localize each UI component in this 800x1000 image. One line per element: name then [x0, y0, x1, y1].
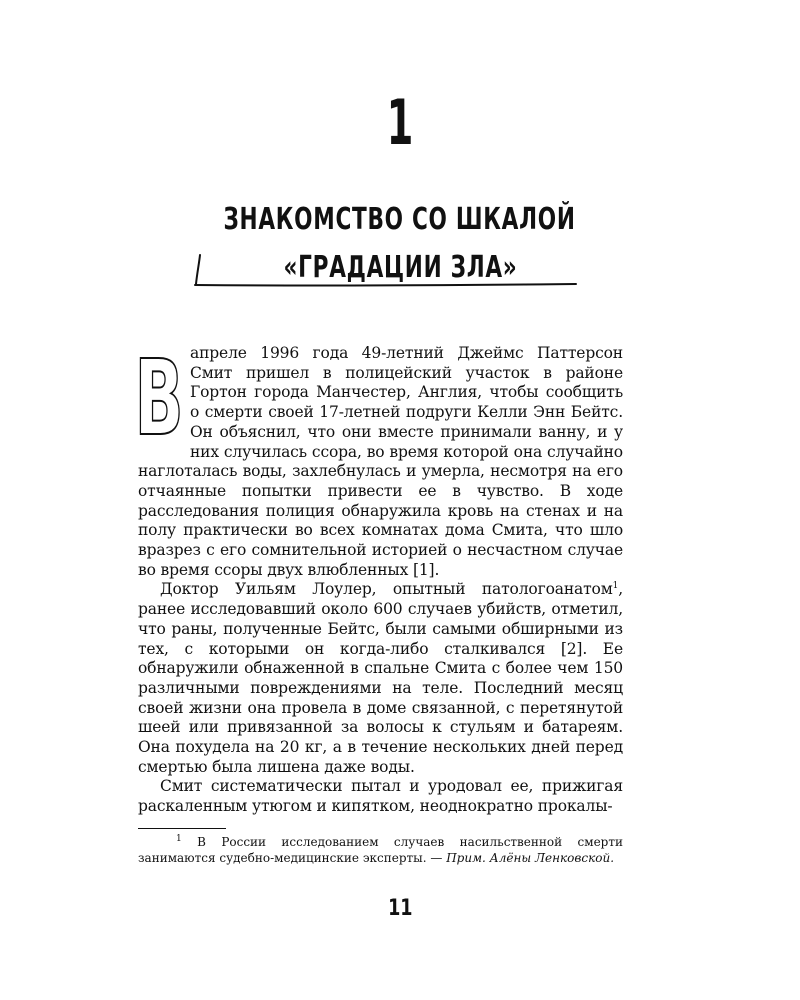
- footnote-reference: 1: [612, 581, 619, 592]
- footnote-mark: 1: [176, 834, 182, 844]
- footnote-text: В России исследованием случаев насильственной смерти занимаются судебно-медицинские эксперты. —: [138, 835, 623, 865]
- chapter-title-line-1: ЗНАКОМСТВО СО ШКАЛОЙ: [223, 202, 577, 237]
- chapter-body: [134, 344, 623, 817]
- paragraph-2-text-b: , ранее исследовавший около 600 случаев убийств, отметил, что раны, полученные Бейтс, были самыми обширными из тех, с которыми он когда-либо сталкивался [2]. Ее обнаружили обнаженной в спальне Смита с более чем 150 различными повреждениями на теле. Последний месяц своей жизни она провела в доме связанной, с перетянутой шеей или привязанной за волосы к стульям и батареям. Она похудела на 20 кг, а в течение нескольких дней перед смертью была лишена даже воды.: [138, 580, 623, 776]
- chapter-number: 1: [386, 86, 414, 159]
- paragraph-1: апреле 1996 года 49-летний Джеймс Паттерсон Смит пришел в полицейский участок в районе Гортон города Манчестер, Англия, чтобы сообщить о смерти своей 17-летней подруги Келли Энн Бейтс. Он объяснил, что они вместе принимали ванну, и у них случилась ссора, во время которой она случайно наглоталась воды, захлебнулась и умерла, несмотря на его отчаянные попытки привести ее в чувство. В ходе расследования полиция обнаружила кровь на стенах и на полу практически во всех комнатах дома Смита, что шло вразрез с его сомнительной историей о несчастном случае во время ссоры двух влюбленных [1].: [138, 344, 623, 579]
- paragraph-2-text-a: Доктор Уильям Лоулер, опытный патологоанатом: [160, 580, 613, 599]
- footnote: [138, 834, 623, 866]
- paragraph-3: Смит систематически пытал и уродовал ее, прижигая раскаленным утюгом и кипятком, неоднократно прокалы-: [138, 777, 623, 816]
- footnote-divider: [138, 828, 226, 829]
- dropcap-glyph: В: [134, 346, 184, 444]
- page-number-text: 11: [387, 896, 413, 921]
- title-underline-decoration: [190, 250, 580, 290]
- chapter-title-line-2: «ГРАДАЦИИ ЗЛА»: [283, 250, 517, 285]
- paragraph-2: [138, 580, 623, 777]
- page-number: [0, 896, 800, 921]
- footnote-attribution: Прим. Алёны Ленковской.: [446, 851, 615, 865]
- dropcap-letter: [134, 346, 184, 444]
